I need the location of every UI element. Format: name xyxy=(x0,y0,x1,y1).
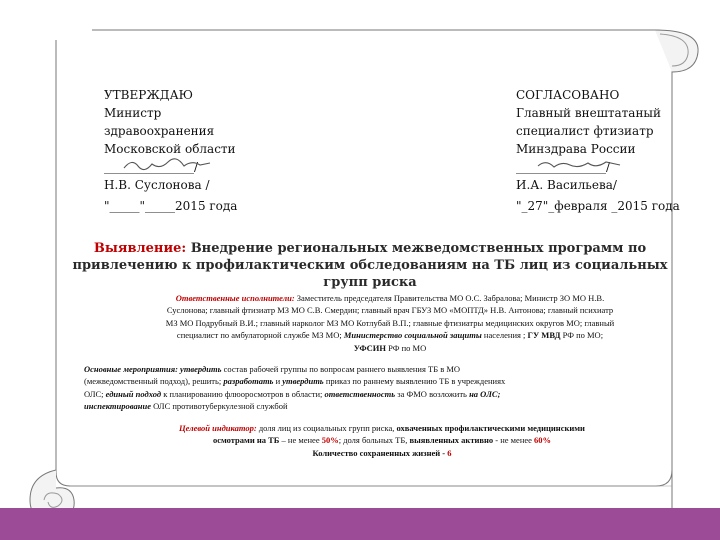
title-lead: Выявление: xyxy=(93,241,187,256)
activity-verb: разработать xyxy=(221,376,274,387)
responsible-text: МЗ МО Подрубный В.И.; главный нарколог МЗ МО Котлубай В.П.; главные фтизиатры медицинских округов МО; главный xyxy=(165,317,615,328)
approval-heading: СОГЛАСОВАНО xyxy=(516,88,620,102)
approval-date-left: "_____"_____2015 года xyxy=(104,199,238,213)
signature-underscore: _______________/ xyxy=(104,160,199,174)
activity-verb: на ОЛС; xyxy=(466,388,501,399)
indicator-section xyxy=(92,422,672,459)
approval-block-right xyxy=(516,86,661,194)
indicator-value: 6 xyxy=(447,447,452,458)
indicator-label: Целевой индикатор: xyxy=(179,423,257,433)
activity-text: ОЛС; xyxy=(84,388,104,399)
responsible-label: Ответственные исполнители: xyxy=(175,293,295,303)
handwritten-signature xyxy=(122,156,212,172)
activity-text: за ФМО возложить xyxy=(395,388,467,399)
bottom-color-band xyxy=(0,508,720,540)
title-line: привлечению к профилактическим обследованиям на ТБ лиц из социальных xyxy=(72,258,668,273)
title-line: Внедрение региональных межведомственных программ по xyxy=(186,241,647,256)
signature-line xyxy=(104,158,236,176)
indicator-text: - не менее xyxy=(493,435,532,446)
indicator-text: доля лиц из социальных групп риска, xyxy=(256,423,395,433)
activity-verb: утвердить xyxy=(177,364,222,374)
approval-block-left xyxy=(104,86,236,194)
approver-name: И.А. Васильева/ xyxy=(516,178,617,192)
signature-line xyxy=(516,158,661,176)
activities-label: Основные мероприятия: xyxy=(84,364,178,374)
responsible-text: специалист по амбулаторной службе МЗ МО; xyxy=(176,330,342,341)
responsible-section xyxy=(84,292,696,354)
handwritten-signature xyxy=(534,156,624,172)
approval-heading: УТВЕРЖДАЮ xyxy=(104,88,193,102)
activities-section xyxy=(84,363,684,413)
activity-text: (межведомственный подход), решить; xyxy=(84,376,222,387)
approver-title-line: здравоохранения xyxy=(104,124,215,138)
responsible-org: ГУ МВД xyxy=(525,330,561,341)
indicator-emph: Количество сохраненных жизней - xyxy=(312,447,446,458)
activity-text: приказ по раннему выявлению ТБ в учреждениях xyxy=(323,376,506,387)
indicator-value: 60% xyxy=(534,435,552,446)
responsible-text: Заместитель председателя Правительства МО О.С. Забралова; Министр ЗО МО Н.В. xyxy=(294,293,605,303)
approver-title-line: Главный внештатаный xyxy=(516,106,661,120)
activity-text: состав рабочей группы по вопросам раннего выявления ТБ в МО xyxy=(221,364,461,374)
indicator-text: больных ТБ, xyxy=(359,435,408,446)
responsible-org: УФСИН xyxy=(353,342,387,353)
activity-text: и xyxy=(273,376,281,387)
activity-text: ОЛС противотуберкулезной службой xyxy=(150,401,288,412)
activity-verb: утвердить xyxy=(280,376,324,387)
document-title xyxy=(50,240,690,291)
approval-date-right: "_27"_февраля _2015 года xyxy=(516,199,680,213)
approver-title-line: Минздрава России xyxy=(516,142,636,156)
approver-title-line: Министр xyxy=(104,106,162,120)
responsible-text: РФ по МО; xyxy=(560,330,604,341)
activity-verb: единый подход xyxy=(103,388,162,399)
responsible-text: РФ по МО xyxy=(386,342,427,353)
approver-name: Н.В. Суслонова / xyxy=(104,178,210,192)
approver-title-line: специалист фтизиатр xyxy=(516,124,654,138)
responsible-org: Министерство социальной защиты xyxy=(341,330,482,341)
approver-title-line: Московской области xyxy=(104,142,236,156)
indicator-text: – не менее xyxy=(279,435,320,446)
activity-verb: ответственность xyxy=(322,388,396,399)
indicator-emph: осмотрами на ТБ xyxy=(212,435,280,446)
indicator-emph: охваченных профилактическими медицинскими xyxy=(394,423,585,433)
signature-underscore: _______________/ xyxy=(516,160,611,174)
indicator-text: ; доля xyxy=(338,435,360,446)
title-line: групп риска xyxy=(323,275,417,290)
responsible-text: Суслонова; главный фтизиатр МЗ МО С.В. Смердин; главный врач ГБУЗ МО «МОПТД» Н.В. Антонова; главный психиатр xyxy=(166,305,614,316)
activity-text: к планированию флюоросмотров в области; xyxy=(161,388,323,399)
indicator-emph: выявленных активно xyxy=(407,435,494,446)
activity-verb: инспектирование xyxy=(84,401,151,412)
responsible-text: населения ; xyxy=(481,330,526,341)
indicator-value: 50% xyxy=(321,435,339,446)
